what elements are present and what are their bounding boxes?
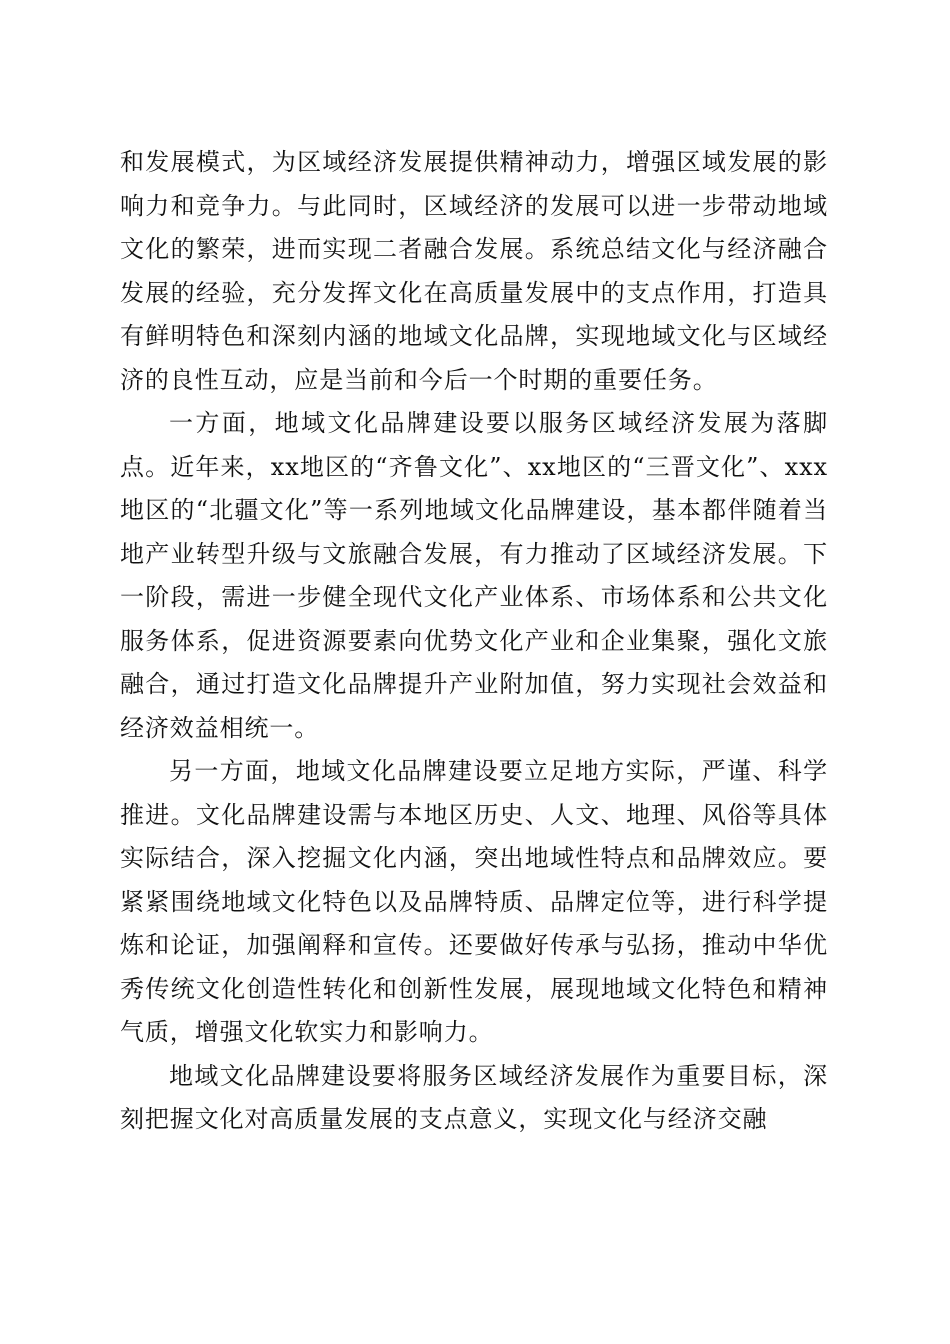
paragraph-continued: 和发展模式，为区域经济发展提供精神动力，增强区域发展的影响力和竞争力。与此同时，区域经济的发展可以进一步带动地域文化的繁荣，进而实现二者融合发展。系统总结文化与经济融合发展的经验，充分发挥文化在高质量发展中的支点作用，打造具有鲜明特色和深刻内涵的地域文化品牌，实现地域文化与区域经济的良性互动，应是当前和今后一个时期的重要任务。 xyxy=(120,148,828,394)
paragraph-goal: 地域文化品牌建设要将服务区域经济发展作为重要目标，深刻把握文化对高质量发展的支点意义，实现文化与经济交融 xyxy=(120,1061,828,1133)
document-body xyxy=(120,141,828,1142)
paragraph-first-aspect: 一方面，地域文化品牌建设要以服务区域经济发展为落脚点。近年来，xx地区的“齐鲁文化”、xx地区的“三晋文化”、xxx地区的“北疆文化”等一系列地域文化品牌建设，基本都伴随着当地产业转型升级与文旅融合发展，有力推动了区域经济发展。下一阶段，需进一步健全现代文化产业体系、市场体系和公共文化服务体系，促进资源要素向优势文化产业和企业集聚，强化文旅融合，通过打造文化品牌提升产业附加值，努力实现社会效益和经济效益相统一。 xyxy=(120,409,828,742)
paragraph-second-aspect: 另一方面，地域文化品牌建设要立足地方实际，严谨、科学推进。文化品牌建设需与本地区历史、人文、地理、风俗等具体实际结合，深入挖掘文化内涵，突出地域性特点和品牌效应。要紧紧围绕地域文化特色以及品牌特质、品牌定位等，进行科学提炼和论证，加强阐释和宣传。还要做好传承与弘扬，推动中华优秀传统文化创造性转化和创新性发展，展现地域文化特色和精神气质，增强文化软实力和影响力。 xyxy=(120,757,828,1046)
